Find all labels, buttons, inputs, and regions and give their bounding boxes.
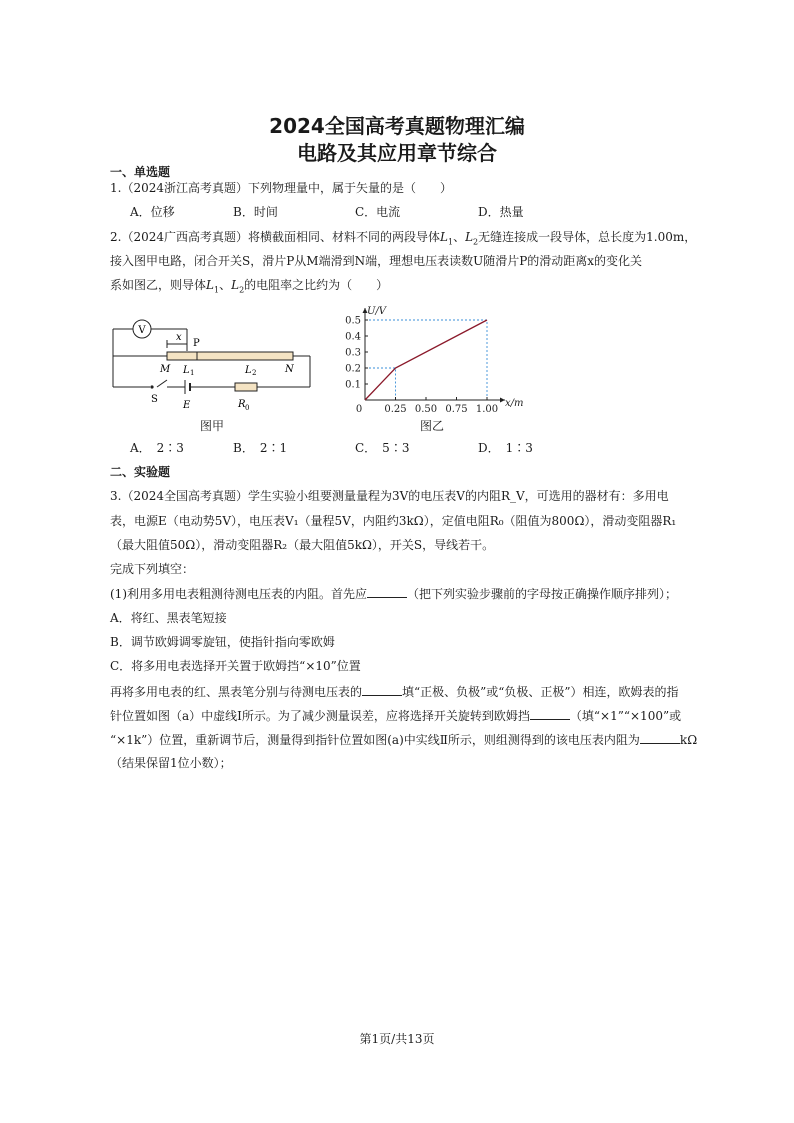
page-footer: 第1页/共13页	[359, 1032, 435, 1046]
q2-line1-a: 2.（2024广西高考真题）将横截面相同、材料不同的两段导体	[110, 230, 440, 244]
q2-l2-sub: 2	[473, 237, 479, 247]
label-e: E	[183, 400, 191, 411]
q2-line2: 接入图甲电路，闭合开关S，滑片P从M端滑到N端，理想电压表读数U随滑片P的滑动距离x的变化关	[110, 254, 643, 268]
q1-stem: 1.（2024浙江高考真题）下列物理量中，属于矢量的是（ ）	[110, 181, 452, 195]
q3-step-b: B．调节欧姆调零旋钮，使指针指向零欧姆	[110, 635, 335, 649]
q3-step-a: A．将红、黑表笔短接	[110, 611, 227, 625]
q2-line1-b: 无缝连接成一段导体，总长度为1.00m，	[478, 230, 697, 244]
title-line1: 2024全国高考真题物理汇编	[269, 114, 525, 138]
data-line	[365, 320, 487, 400]
y-tick-label-4: 0.5	[345, 315, 361, 327]
answer-blank-3[interactable]	[530, 707, 570, 720]
x-tick-label-0: 0	[355, 404, 363, 415]
conductor-bar	[167, 352, 293, 360]
label-l2-sub: 2	[252, 369, 257, 377]
q3-line6-a: 再将多用电表的红、黑表笔分别与待测电压表的	[110, 685, 363, 699]
q1-option-b: B．时间	[233, 205, 278, 219]
label-l1-sub: 1	[190, 369, 195, 377]
q2-l1: L	[440, 230, 448, 244]
section-experiment: 二、实验题	[110, 465, 171, 479]
q2-l1-sub: 1	[447, 237, 454, 247]
resistor-r0	[235, 383, 257, 391]
y-axis-label: U/V	[367, 306, 387, 317]
label-l1: L	[183, 365, 190, 376]
q2-l1b-sub: 1	[213, 285, 220, 295]
q2-line3: 系如图乙，则导体$L_1$、$L_2$的电阻率之比约为（ ）	[110, 278, 389, 295]
q3-line6	[110, 683, 679, 700]
q3-line8-a: “×1k”）位置，重新调节后，测量得到指针位置如图(a)中实线Ⅱ所示，则组测得到的该电压表内阻为	[110, 733, 640, 747]
label-p: P	[193, 338, 200, 349]
q3-line5-b: （把下列实验步骤前的字母按正确操作顺序排列）；	[407, 587, 678, 601]
label-m: M	[160, 364, 171, 375]
y-tick-label-2: 0.3	[345, 347, 361, 359]
q3-line8	[110, 731, 697, 748]
label-x: x	[176, 332, 182, 343]
title-line2: 电路及其应用章节综合	[297, 141, 497, 165]
x-axis-label: x/m	[505, 398, 524, 409]
label-s: S	[151, 394, 158, 405]
q2-l2b-sub: 2	[239, 285, 245, 295]
q3-line5-a: (1)利用多用电表粗测待测电压表的内阻。首先应	[110, 587, 367, 601]
q3-line7	[110, 707, 681, 724]
label-v: V	[138, 325, 146, 336]
answer-blank-4[interactable]	[640, 731, 680, 744]
q2-option-d: D． 1∶3	[478, 441, 533, 455]
q2-line3-a: 系如图乙，则导体	[110, 278, 207, 292]
q1-option-c: C．电流	[355, 205, 401, 219]
q2-l2: L	[465, 230, 474, 244]
y-tick-label-1: 0.2	[345, 363, 361, 375]
q3-line2: 表，电源E（电动势5V），电压表V₁（量程5V，内阻约3kΩ），定值电阻R₀（阻值为800Ω），滑动变阻器R₁	[110, 514, 677, 528]
q3-line7-a: 针位置如图（a）中虚线Ⅰ所示。为了减少测量误差，应将选择开关旋转到欧姆挡	[110, 709, 530, 723]
q2-option-c: C． 5∶3	[355, 441, 410, 455]
y-tick-label-0: 0.1	[345, 379, 361, 391]
q3-line9: （结果保留1位小数）；	[110, 756, 232, 770]
q3-line4: 完成下列填空：	[110, 562, 195, 576]
label-r0-sub: 0	[245, 404, 250, 412]
label-l2: L	[245, 365, 252, 376]
x-tick-label-4: 1.00	[475, 404, 499, 415]
q3-line7-b: （填“×1”“×100”或	[569, 709, 682, 723]
guide-line-1	[365, 320, 487, 400]
q2-option-a: A． 2∶3	[130, 441, 184, 455]
q2-option-b: B． 2∶1	[233, 441, 288, 455]
q3-line3: （最大阻值50Ω），滑动变阻器R₂（最大阻值5kΩ），开关S，导线若干。	[110, 538, 495, 552]
fig2-caption: 图乙	[420, 419, 445, 433]
q3-line1: 3.（2024全国高考真题）学生实验小组要测量量程为3V的电压表V的内阻R_V，可选用的器材有：多用电	[110, 489, 669, 503]
x-tick-label-1: 0.25	[384, 404, 407, 415]
x-tick-label-3: 0.75	[445, 404, 468, 415]
q3-step-c: C．将多用电表选择开关置于欧姆挡“×10”位置	[110, 659, 361, 673]
q3-line6-b: 填“正极、负极”或“负极、正极”）相连，欧姆表的指	[402, 685, 679, 699]
q3-line5	[110, 585, 677, 602]
q1-option-d: D．热量	[478, 205, 524, 219]
label-n: N	[285, 364, 294, 375]
q2-l2b: L	[231, 278, 240, 292]
q2-line3-b: 的电阻率之比约为（ ）	[244, 278, 389, 292]
answer-blank-2[interactable]	[362, 683, 402, 696]
u-x-chart	[340, 300, 540, 418]
label-r0: R	[238, 399, 246, 410]
q2-l1b: L	[206, 278, 214, 292]
answer-blank-1[interactable]	[367, 585, 407, 598]
section-single-choice: 一、单选题	[110, 165, 171, 179]
q3-line8-b: kΩ	[679, 733, 698, 747]
x-tick-label-2: 0.50	[414, 404, 438, 415]
q2-line1: 2.（2024广西高考真题）将横截面相同、材料不同的两段导体$L_1$、$L_2$无缝连接成一段导体，总长度为1.00m，	[110, 230, 697, 247]
y-tick-label-3: 0.4	[345, 331, 361, 343]
circuit-diagram	[105, 315, 325, 415]
q1-option-a: A．位移	[130, 205, 175, 219]
fig1-caption: 图甲	[200, 419, 225, 433]
